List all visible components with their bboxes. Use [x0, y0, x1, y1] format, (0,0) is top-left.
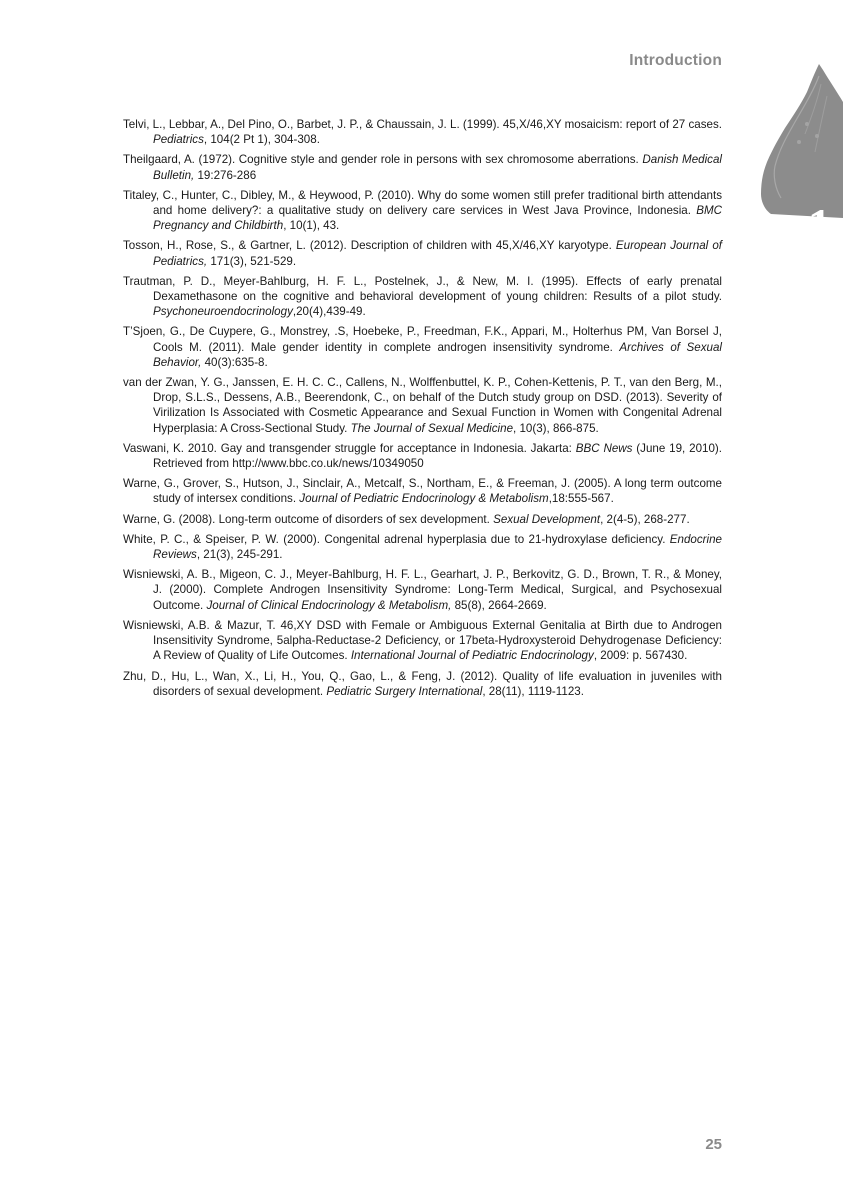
reference-text: White, P. C., & Speiser, P. W. (2000). Congenital adrenal hyperplasia due to 21-hydroxylase deficiency.: [123, 532, 670, 546]
reference-text: Trautman, P. D., Meyer-Bahlburg, H. F. L., Postelnek, J., & New, M. I. (1995). Effects of early prenatal Dexamethasone on the cognitive and behavioral development of young children: Results of a pilot study.: [123, 274, 722, 304]
reference-details: (June 19, 2010). Retrieved from http://www.bbc.co.uk/news/10349050: [153, 441, 722, 471]
reference-journal: Pediatrics: [153, 133, 204, 147]
reference-details: 19:276-286: [194, 168, 257, 182]
reference-journal: Danish Medical Bulletin,: [153, 153, 722, 182]
reference-journal: The Journal of Sexual Medicine: [350, 421, 514, 435]
running-head: Introduction: [629, 52, 722, 69]
reference-details: , 10(3), 866-875.: [513, 421, 599, 435]
reference-journal: Journal of Clinical Endocrinology & Metabolism,: [206, 598, 452, 612]
reference-details: , 2(4-5), 268-277.: [600, 512, 690, 526]
reference-text: Titaley, C., Hunter, C., Dibley, M., & Heywood, P. (2010). Why do some women still prefer traditional birth attendants and home delivery?: a qualitative study on delivery care services in West Java Province, Indonesia.: [123, 188, 722, 218]
reference-entry: [123, 532, 722, 562]
reference-details: , 104(2 Pt 1), 304-308.: [203, 133, 320, 147]
reference-text: Vaswani, K. 2010. Gay and transgender struggle for acceptance in Indonesia. Jakarta:: [123, 441, 576, 455]
reference-entry: [123, 324, 722, 370]
reference-journal: BMC Pregnancy and Childbirth: [153, 204, 722, 233]
reference-journal: Archives of Sexual Behavior,: [153, 340, 722, 369]
reference-details: 40(3):635-8.: [201, 355, 268, 369]
reference-text: Telvi, L., Lebbar, A., Del Pino, O., Barbet, J. P., & Chaussain, J. L. (1999). 45,X/46,XY mosaicism: report of 27 cases.: [123, 118, 722, 131]
reference-text: Wisniewski, A.B. & Mazur, T. 46,XY DSD with Female or Ambiguous External Genitalia at Birth due to Androgen Insensitivity Syndrome, 5alpha-Reductase-2 Deficiency, or 17beta-Hydroxysteroid Dehydrogenase Deficiency: A Review of Quality of Life Outcomes.: [123, 618, 722, 663]
reference-details: ,18:555-567.: [548, 492, 614, 506]
reference-journal: European Journal of Pediatrics,: [153, 239, 722, 268]
reference-details: 85(8), 2664-2669.: [451, 598, 547, 612]
reference-text: Tosson, H., Rose, S., & Gartner, L. (2012). Description of children with 45,X/46,XY karyotype.: [123, 239, 616, 253]
reference-journal: Journal of Pediatric Endocrinology & Metabolism: [299, 492, 549, 506]
reference-entry: [123, 188, 722, 234]
reference-journal: Pediatric Surgery International: [326, 684, 483, 698]
reference-text: Zhu, D., Hu, L., Wan, X., Li, H., You, Q., Gao, L., & Feng, J. (2012). Quality of life evaluation in juveniles with disorders of sexual development.: [123, 669, 722, 698]
reference-entry: [123, 618, 722, 664]
reference-details: 171(3), 521-529.: [207, 254, 297, 268]
reference-entry: [123, 238, 722, 268]
reference-journal: International Journal of Pediatric Endocrinology: [350, 649, 594, 663]
reference-entry: [123, 441, 722, 471]
reference-text: Warne, G. (2008). Long-term outcome of disorders of sex development.: [123, 512, 494, 526]
reference-journal: Sexual Development: [493, 512, 601, 526]
reference-entry: [123, 375, 722, 436]
reference-journal: Psychoneuroendocrinology: [153, 305, 293, 319]
reference-entry: [123, 152, 722, 182]
reference-entry: [123, 669, 722, 699]
reference-entry: [123, 117, 722, 147]
reference-details: , 28(11), 1119-1123.: [482, 684, 584, 698]
reference-details: , 2009: p. 567430.: [593, 649, 688, 663]
reference-details: , 21(3), 245-291.: [196, 548, 283, 562]
reference-text: Warne, G., Grover, S., Hutson, J., Sinclair, A., Metcalf, S., Northam, E., & Freeman, J. (2005). A long term outcome study of intersex conditions.: [123, 477, 722, 506]
page-number: 25: [705, 1136, 722, 1153]
reference-text: Wisniewski, A. B., Migeon, C. J., Meyer-Bahlburg, H. F. L., Gearhart, J. P., Berkovitz, G. D., Brown, T. R., & Money, J. (2000). Complete Androgen Insensitivity Syndrome: Long-Term Medical, Surgical, and Psychosexual Outcome.: [123, 568, 722, 612]
reference-text: T’Sjoen, G., De Cuypere, G., Monstrey, .S, Hoebeke, P., Freedman, F.K., Appari, M., Holterhus PM, Van Borsel J, Cools M. (2011). Male gender identity in complete androgen insensitivity syndrome.: [123, 325, 722, 354]
reference-entry: [123, 274, 722, 320]
reference-text: Theilgaard, A. (1972). Cognitive style and gender role in persons with sex chromosome aberrations.: [123, 153, 643, 167]
reference-entry: [123, 476, 722, 506]
reference-details: , 10(1), 43.: [283, 219, 340, 233]
reference-journal: BBC News: [575, 441, 633, 455]
chapter-number: 1: [808, 199, 831, 250]
chapter-tab: [757, 62, 843, 250]
reference-entry: [123, 567, 722, 613]
wayang-leaf-icon: [757, 62, 843, 222]
reference-journal: Endocrine Reviews: [153, 532, 722, 562]
reference-list: [123, 117, 722, 704]
reference-entry: [123, 512, 722, 527]
reference-details: ,20(4),439-49.: [292, 305, 366, 319]
reference-text: van der Zwan, Y. G., Janssen, E. H. C. C., Callens, N., Wolffenbuttel, K. P., Cohen-Kettenis, P. T., van den Berg, M., Drop, S.L.S., Dessens, A.B., Beerendonk, C., on behalf of the Dutch study group on DSD. (2013). Severity of Virilization Is Associated with Cosmetic Appearance and Sexual Function in Women with Congenital Adrenal Hyperplasia: A Cross-Sectional Study.: [123, 376, 722, 435]
